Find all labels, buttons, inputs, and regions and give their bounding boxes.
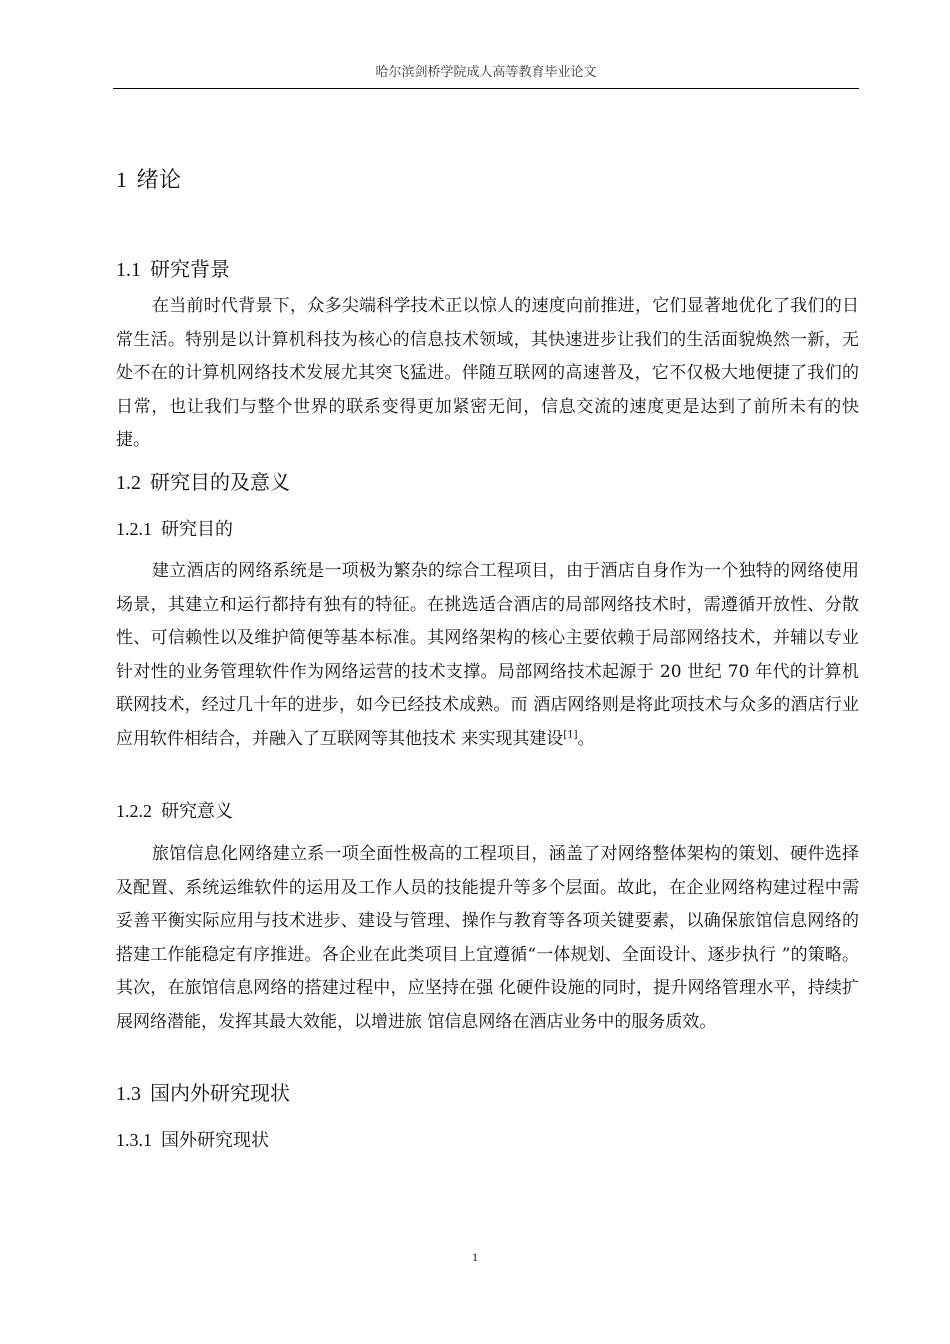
section-title: 研究背景: [150, 257, 230, 281]
paragraph-research-significance: 旅馆信息化网络建立系一项全面性极高的工程项目，涵盖了对网络整体架构的策划、硬件选择及配置、系统运维软件的运用及工作人员的技能提升等多个层面。故此，在企业网络构建过程中需妥善平衡实际应用与技术进步、建设与管理、操作与教育等各项关键要素，以确保旅馆信息网络的搭建工作能稳定有序推进。各企业在此类项目上宜遵循“一体规划、全面设计、逐步执行 ”的策略。其次，在旅馆信息网络的搭建过程中，应坚持在强 化硬件设施的同时，提升网络管理水平，持续扩展网络潜能，发挥其最大效能，以增进旅 馆信息网络在酒店业务中的服务质效。: [116, 844, 859, 1032]
page-header: [113, 62, 859, 89]
subsection-heading-1-2-1: [116, 515, 233, 541]
chapter-number: 1: [116, 167, 128, 192]
paragraph-research-background: 在当前时代背景下，众多尖端科学技术正以惊人的速度向前推进，它们显著地优化了我们的日常生活。特别是以计算机科技为核心的信息技术领域，其快速进步让我们的生活面貌焕然一新，无处不在的计算机网络技术发展尤其突飞猛进。伴随互联网的高速普及，它不仅极大地便捷了我们的日常，也让我们与整个世界的联系变得更加紧密无间，信息交流的速度更是达到了前所未有的快捷。: [116, 296, 859, 450]
subsection-number: 1.2.1: [116, 519, 152, 539]
subsection-number: 1.2.2: [116, 801, 152, 821]
citation-ref: [1]: [563, 728, 578, 740]
section-number: 1.2: [116, 472, 141, 494]
section-heading-1-2: [116, 466, 290, 495]
section-heading-1-1: [116, 253, 230, 282]
paragraph-text: 建立酒店的网络系统是一项极为繁杂的综合工程项目，由于酒店自身作为一个独特的网络使用场景，其建立和运行都持有独有的特征。在挑选适合酒店的局部网络技术时，需遵循开放性、分散性、可信赖性以及维护简便等基本标准。其网络架构的核心主要依赖于局部网络技术，并辅以专业针对性的业务管理软件作为网络运营的技术支撑。局部网络技术起源于 20 世纪 70 年代的计算机联网技术，经过几十年的进步，如今已经技术成熟。而 酒店网络则是将此项技术与众多的酒店行业应用软件相结合，并融入了互联网等其他技术 来实现其建设: [116, 561, 859, 749]
subsection-title: 研究意义: [161, 801, 233, 822]
paragraph-research-purpose: [116, 555, 859, 756]
chapter-heading: [116, 163, 182, 194]
section-title: 研究目的及意义: [150, 470, 290, 494]
subsection-heading-1-3-1: [116, 1126, 269, 1152]
section-number: 1.3: [116, 1083, 141, 1105]
subsection-number: 1.3.1: [116, 1130, 152, 1150]
subsection-title: 国外研究现状: [161, 1130, 269, 1151]
page-number: 1: [472, 1250, 478, 1264]
paragraph-tail: 。: [577, 728, 595, 749]
section-heading-1-3: [116, 1077, 290, 1106]
header-title: 哈尔滨剑桥学院成人高等教育毕业论文: [375, 65, 597, 80]
subsection-title: 研究目的: [161, 519, 233, 540]
chapter-title: 绪论: [136, 168, 182, 193]
subsection-heading-1-2-2: [116, 797, 233, 823]
section-title: 国内外研究现状: [150, 1081, 290, 1105]
section-number: 1.1: [116, 259, 141, 281]
